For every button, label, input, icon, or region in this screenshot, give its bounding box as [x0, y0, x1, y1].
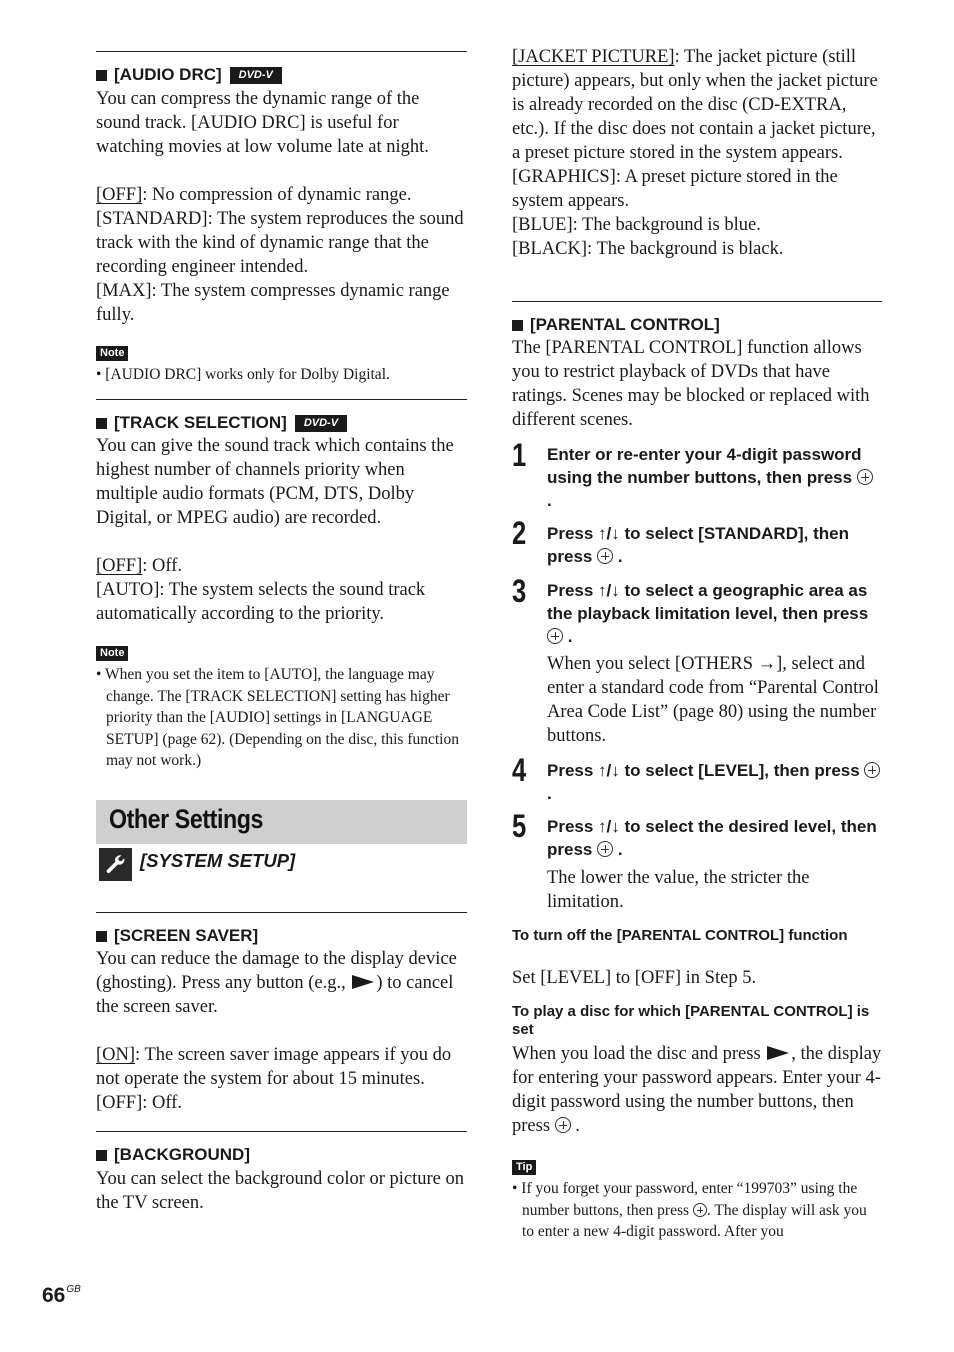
track-selection-off: [OFF]: Off. — [96, 556, 183, 576]
audio-drc-title: [AUDIO DRC] — [114, 65, 222, 84]
audio-drc-body — [96, 87, 467, 327]
enter-button-icon — [693, 1203, 707, 1217]
enter-button-icon — [555, 1117, 571, 1133]
play-disc-body: When you load the disc and press , the display for entering your password appears. Enter your 4-digit password using the number buttons, then press . — [512, 1044, 882, 1136]
parental-title: [PARENTAL CONTROL] — [530, 315, 720, 334]
track-selection-auto: [AUTO]: The system selects the sound track automatically according to the priority. — [96, 580, 426, 624]
audio-drc-heading — [96, 64, 467, 86]
note-item: • When you set the item to [AUTO], the language may change. The [TRACK SELECTION] setting has higher priority than the [AUDIO] settings in [LANGUAGE SETUP] (page 62). (Depending on the disc, this function may not work.) — [96, 666, 459, 769]
play-disc-subheading: To play a disc for which [PARENTAL CONTROL] is set — [512, 1003, 870, 1038]
step-detail: The lower the value, the stricter the limitation. — [547, 868, 810, 912]
square-bullet-icon — [512, 320, 523, 331]
step-number: 2 — [512, 515, 527, 551]
note-item: • [AUDIO DRC] works only for Dolby Digital. — [96, 366, 390, 383]
screen-saver-title: [SCREEN SAVER] — [114, 926, 259, 945]
other-settings-band — [96, 800, 467, 844]
enter-button-icon — [597, 548, 613, 564]
background-body — [96, 1167, 467, 1215]
step-number: 4 — [512, 752, 527, 788]
step-instruction: Press ↑/↓ to select the desired level, then press . — [547, 817, 877, 859]
page-number: $66^{GB}$ — [42, 1284, 81, 1307]
note-block — [96, 343, 467, 386]
screen-saver-heading — [96, 925, 467, 947]
square-bullet-icon — [96, 418, 107, 429]
square-bullet-icon — [96, 931, 107, 942]
enter-button-icon — [547, 628, 563, 644]
note-label: Note — [96, 346, 128, 361]
wrench-icon — [99, 848, 132, 881]
track-selection-title: [TRACK SELECTION] — [114, 413, 287, 432]
enter-button-icon — [857, 469, 873, 485]
step-instruction: Press ↑/↓ to select [STANDARD], then press . — [547, 524, 849, 566]
dvd-v-badge: DVD-V — [295, 415, 347, 432]
step-instruction: Press ↑/↓ to select a geographic area as the playback limitation level, then press . — [547, 581, 869, 646]
background-heading — [96, 1144, 467, 1166]
screen-saver-off: [OFF]: Off. — [96, 1093, 182, 1113]
square-bullet-icon — [96, 1150, 107, 1161]
section-divider — [96, 51, 467, 52]
enter-button-icon — [597, 841, 613, 857]
background-title: [BACKGROUND] — [114, 1145, 250, 1164]
background-black: [BLACK]: The background is black. — [512, 239, 784, 259]
tip-label: Tip — [512, 1160, 536, 1175]
section-divider — [96, 399, 467, 400]
parental-intro: The [PARENTAL CONTROL] function allows you to restrict playback of DVDs that have ratings. Scenes may be blocked or replaced with different scenes. — [512, 338, 870, 430]
tip-block — [512, 1157, 882, 1243]
enter-button-icon — [864, 762, 880, 778]
other-settings-title: Other Settings — [109, 804, 263, 834]
screen-saver-on: [ON]: The screen saver image appears if you do not operate the system for about 15 minutes. — [96, 1045, 452, 1089]
tip-item: • If you forget your password, enter “199703” using the number buttons, then press . The display will ask you to enter a new 4-digit password. After you — [512, 1180, 867, 1240]
step-instruction: Enter or re-enter your 4-digit password using the number buttons, then press . — [547, 443, 882, 512]
note-label: Note — [96, 646, 128, 661]
play-icon — [767, 1046, 789, 1060]
note-block — [96, 643, 467, 772]
dvd-v-badge: DVD-V — [230, 67, 282, 84]
track-selection-intro: You can give the sound track which contains the highest number of channels priority when multiple audio formats (PCM, DTS, Dolby Digital, or MPEG audio) are recorded. — [96, 436, 454, 528]
page-suffix: GB — [66, 1284, 81, 1295]
track-selection-heading — [96, 412, 467, 434]
audio-drc-intro: You can compress the dynamic range of the sound track. [AUDIO DRC] is useful for watching movies at low volume late at night. — [96, 89, 429, 157]
section-divider — [96, 912, 467, 913]
step-instruction: Press ↑/↓ to select [LEVEL], then press . — [547, 759, 882, 805]
audio-drc-max: [MAX]: The system compresses dynamic range fully. — [96, 281, 450, 325]
track-selection-body — [96, 434, 467, 626]
play-icon — [352, 975, 374, 989]
section-divider — [96, 1131, 467, 1132]
background-graphics: [GRAPHICS]: A preset picture stored in the system appears. — [512, 167, 838, 211]
background-jacket: [JACKET PICTURE]: The jacket picture (still picture) appears, but only when the jacket picture is already recorded on the disc (CD-EXTRA, etc.). If the disc does not contain a jacket picture, a preset picture stored in the system appears. — [512, 47, 878, 163]
turn-off-subheading: To turn off the [PARENTAL CONTROL] function — [512, 927, 848, 944]
system-setup-label: [SYSTEM SETUP] — [140, 850, 296, 871]
section-divider — [512, 301, 882, 302]
parental-heading — [512, 314, 882, 336]
screen-saver-body — [96, 947, 467, 1115]
step-number: 5 — [512, 808, 527, 844]
step-detail: When you select [OTHERS →], select and enter a standard code from “Parental Control Area Code List” (page 80) using the number buttons. — [547, 654, 879, 746]
background-options — [512, 45, 882, 261]
audio-drc-standard: [STANDARD]: The system reproduces the sound track with the kind of dynamic range that the recording engineer intended. — [96, 209, 464, 277]
screen-saver-intro: You can reduce the damage to the display device (ghosting). Press any button (e.g., ) to cancel the screen saver. — [96, 949, 457, 1017]
step-number: 3 — [512, 573, 527, 609]
turn-off-body: Set [LEVEL] to [OFF] in Step 5. — [512, 968, 757, 988]
step-number: 1 — [512, 437, 527, 473]
background-blue: [BLUE]: The background is blue. — [512, 215, 761, 235]
background-intro: You can select the background color or picture on the TV screen. — [96, 1169, 465, 1213]
square-bullet-icon — [96, 70, 107, 81]
audio-drc-off: [OFF]: No compression of dynamic range. — [96, 185, 412, 205]
